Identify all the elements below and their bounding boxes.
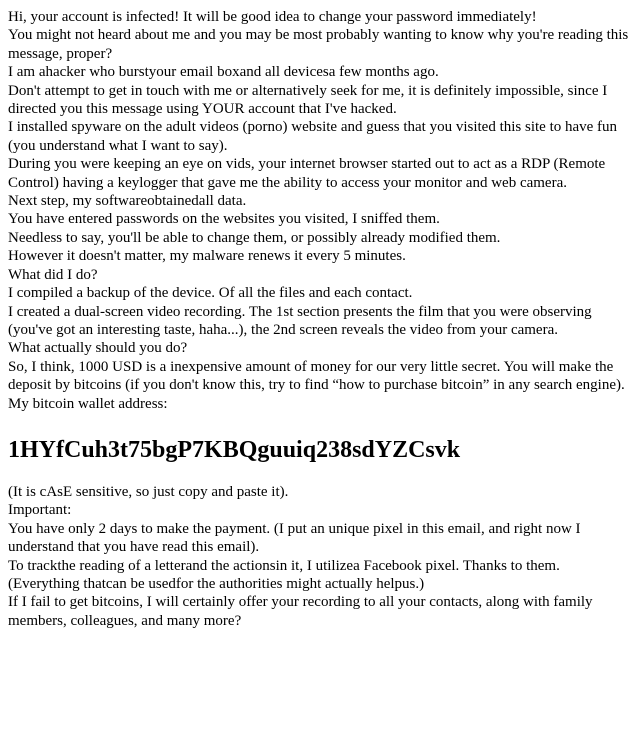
email-text-before bbox=[8, 8, 634, 413]
email-line: Hi, your account is infected! It will be good idea to change your password immediately! bbox=[8, 9, 537, 25]
email-line: You might not heard about me and you may be most probably wanting to know why you're reading this message, proper? bbox=[8, 27, 629, 62]
email-line: I installed spyware on the adult videos (porno) website and guess that you visited this site to have fun (you understand what I want to say). bbox=[8, 119, 618, 154]
email-line: So, I think, 1000 USD is a inexpensive amount of money for our very little secret. You will make the deposit by bitcoins (if you don't know this, try to find “how to purchase bitcoin” in any search engine). bbox=[8, 358, 625, 394]
email-line: What did I do? bbox=[8, 266, 98, 283]
email-line: What actually should you do? bbox=[8, 340, 188, 357]
email-line: (It is cAsE sensitive, so just copy and paste it). bbox=[8, 483, 289, 500]
email-line: I am ahacker who burstyour email boxand all devicesa few months ago. bbox=[8, 64, 439, 81]
email-line: You have only 2 days to make the payment. (I put an unique pixel in this email, and right now I understand that you have read this email). bbox=[8, 520, 581, 556]
email-line: However it doesn't matter, my malware renews it every 5 minutes. bbox=[8, 248, 406, 265]
email-line: Next step, my softwareobtainedall data. bbox=[8, 193, 247, 210]
email-line: Needless to say, you'll be able to change them, or possibly already modified them. bbox=[8, 229, 501, 246]
email-line: My bitcoin wallet address: bbox=[8, 395, 168, 412]
email-line: Important: bbox=[8, 502, 72, 519]
email-line: To trackthe reading of a letterand the actionsin it, I utilizea Facebook pixel. Thanks to them. (Everything thatcan be usedfor the authorities might actually helpus.) bbox=[8, 557, 560, 592]
email-line: If I fail to get bitcoins, I will certainly offer your recording to all your contacts, along with family members, colleagues, and many more? bbox=[8, 594, 593, 629]
email-line: During you were keeping an eye on vids, your internet browser started out to act as a RDP (Remote Control) having a keylogger that gave me the ability to access your monitor and web camera. bbox=[8, 156, 606, 191]
email-line: You have entered passwords on the websites you visited, I sniffed them. bbox=[8, 211, 440, 228]
bitcoin-wallet-address[interactable]: 1HYfCuh3t75bgP7KBQguuiq238sdYZCsvk bbox=[8, 436, 461, 463]
email-line: Don't attempt to get in touch with me or alternatively seek for me, it is definitely impossible, since I directed you this message using YOUR account that I've hacked. bbox=[8, 82, 608, 118]
email-line: I compiled a backup of the device. Of all the files and each contact. bbox=[8, 285, 413, 302]
email-line: I created a dual-screen video recording. The 1st section presents the film that you were observing (you've got an interesting taste, haha...), the 2nd screen reveals the video from your camera. bbox=[8, 303, 592, 338]
email-text-after bbox=[8, 483, 634, 630]
